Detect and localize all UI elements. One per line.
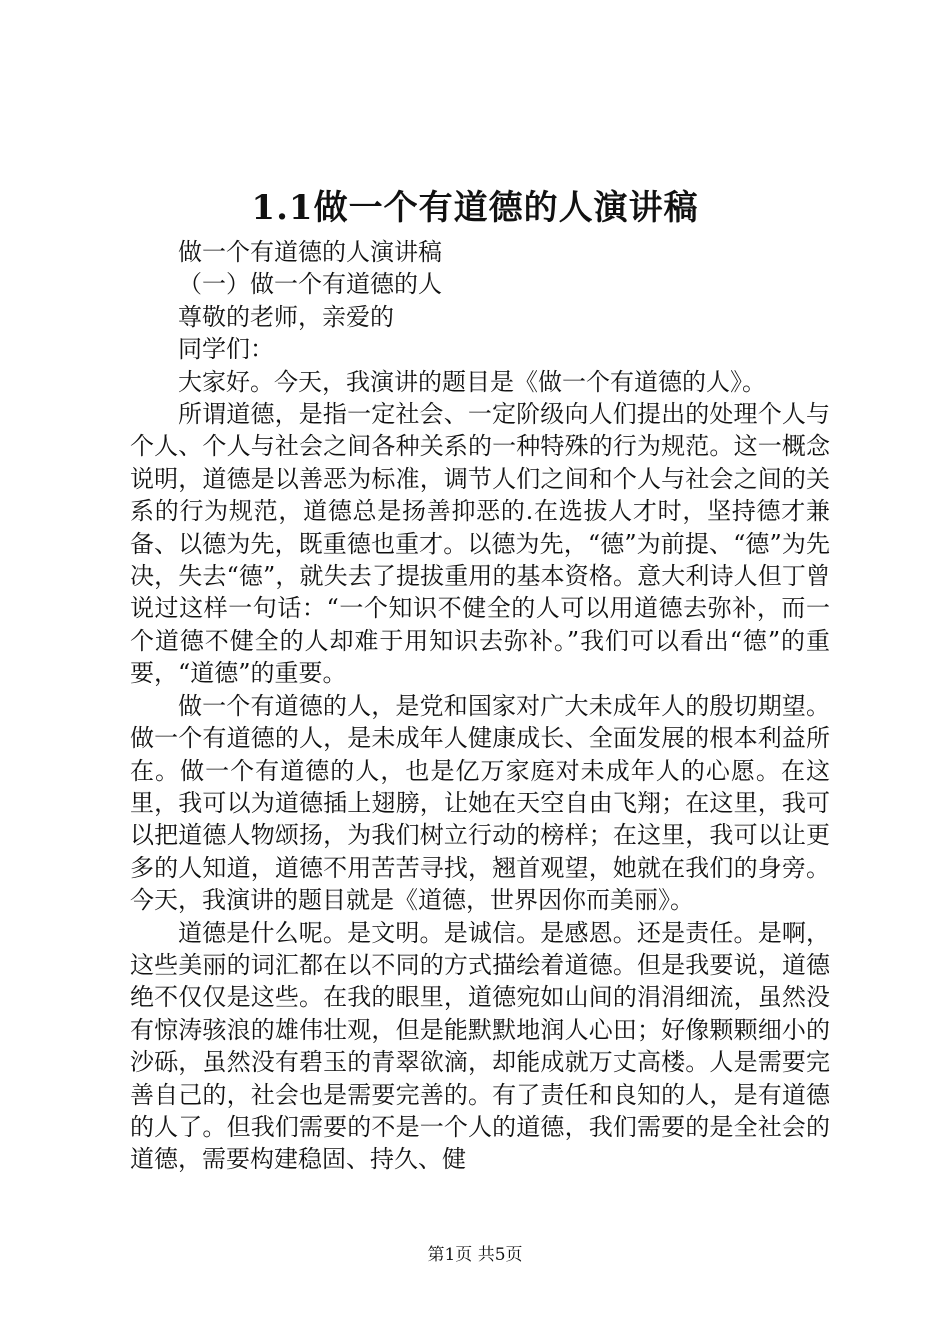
greeting-paragraph: 大家好。今天，我演讲的题目是《做一个有道德的人》。 <box>178 367 766 396</box>
body-paragraph-1: 所谓道德，是指一定社会、一定阶级向人们提出的处理个人与个人、个人与社会之间各种关系的一种特殊的行为规范。这一概念说明，道德是以善恶为标准，调节人们之间和个人与社会之间的关系的行为规范，道德总是扬善抑恶的.在选拔人才时，坚持德才兼备、以德为先，既重德也重才。以德为先，“德”为前提、“德”为先决，失去“德”，就失去了提拔重用的基本资格。意大利诗人但丁曾说过这样一句话：“一个知识不健全的人可以用道德去弥补，而一个道德不健全的人却难于用知识去弥补。”我们可以看出“德”的重要，“道德”的重要。 <box>130 400 830 688</box>
subtitle-line: 做一个有道德的人演讲稿 <box>178 238 442 266</box>
document-title: 1.1做一个有道德的人演讲稿 <box>251 188 699 228</box>
salutation-line-2: 同学们： <box>178 335 274 364</box>
body-paragraph-2: 做一个有道德的人，是党和国家对广大未成年人的殷切期望。做一个有道德的人，是未成年人健康成长、全面发展的根本利益所在。做一个有道德的人，也是亿万家庭对未成年人的心愿。在这里，我可以为道德插上翅膀，让她在天空自由飞翔；在这里，我可以把道德人物颂扬，为我们树立行动的榜样；在这里，我可以让更多的人知道，道德不用苦苦寻找，翘首观望，她就在我们的身旁。今天，我演讲的题目就是《道德，世界因你而美丽》。 <box>130 691 830 915</box>
salutation-line-1: 尊敬的老师，亲爱的 <box>178 302 394 331</box>
section-heading: （一）做一个有道德的人 <box>178 270 442 299</box>
document-body <box>130 236 830 1176</box>
body-paragraph-3: 道德是什么呢。是文明。是诚信。是感恩。还是责任。是啊，这些美丽的词汇都在以不同的方式描绘着道德。但是我要说，道德绝不仅仅是这些。在我的眼里，道德宛如山间的涓涓细流，虽然没有惊涛骇浪的雄伟壮观，但是能默默地润人心田；好像颗颗细小的沙砾，虽然没有碧玉的青翠欲滴，却能成就万丈高楼。人是需要完善自己的，社会也是需要完善的。有了责任和良知的人，是有道德的人了。但我们需要的不是一个人的道德，我们需要的是全社会的道德，需要构建稳固、持久、健 <box>130 918 830 1174</box>
page-footer: 第1页 共5页 <box>427 1245 523 1265</box>
